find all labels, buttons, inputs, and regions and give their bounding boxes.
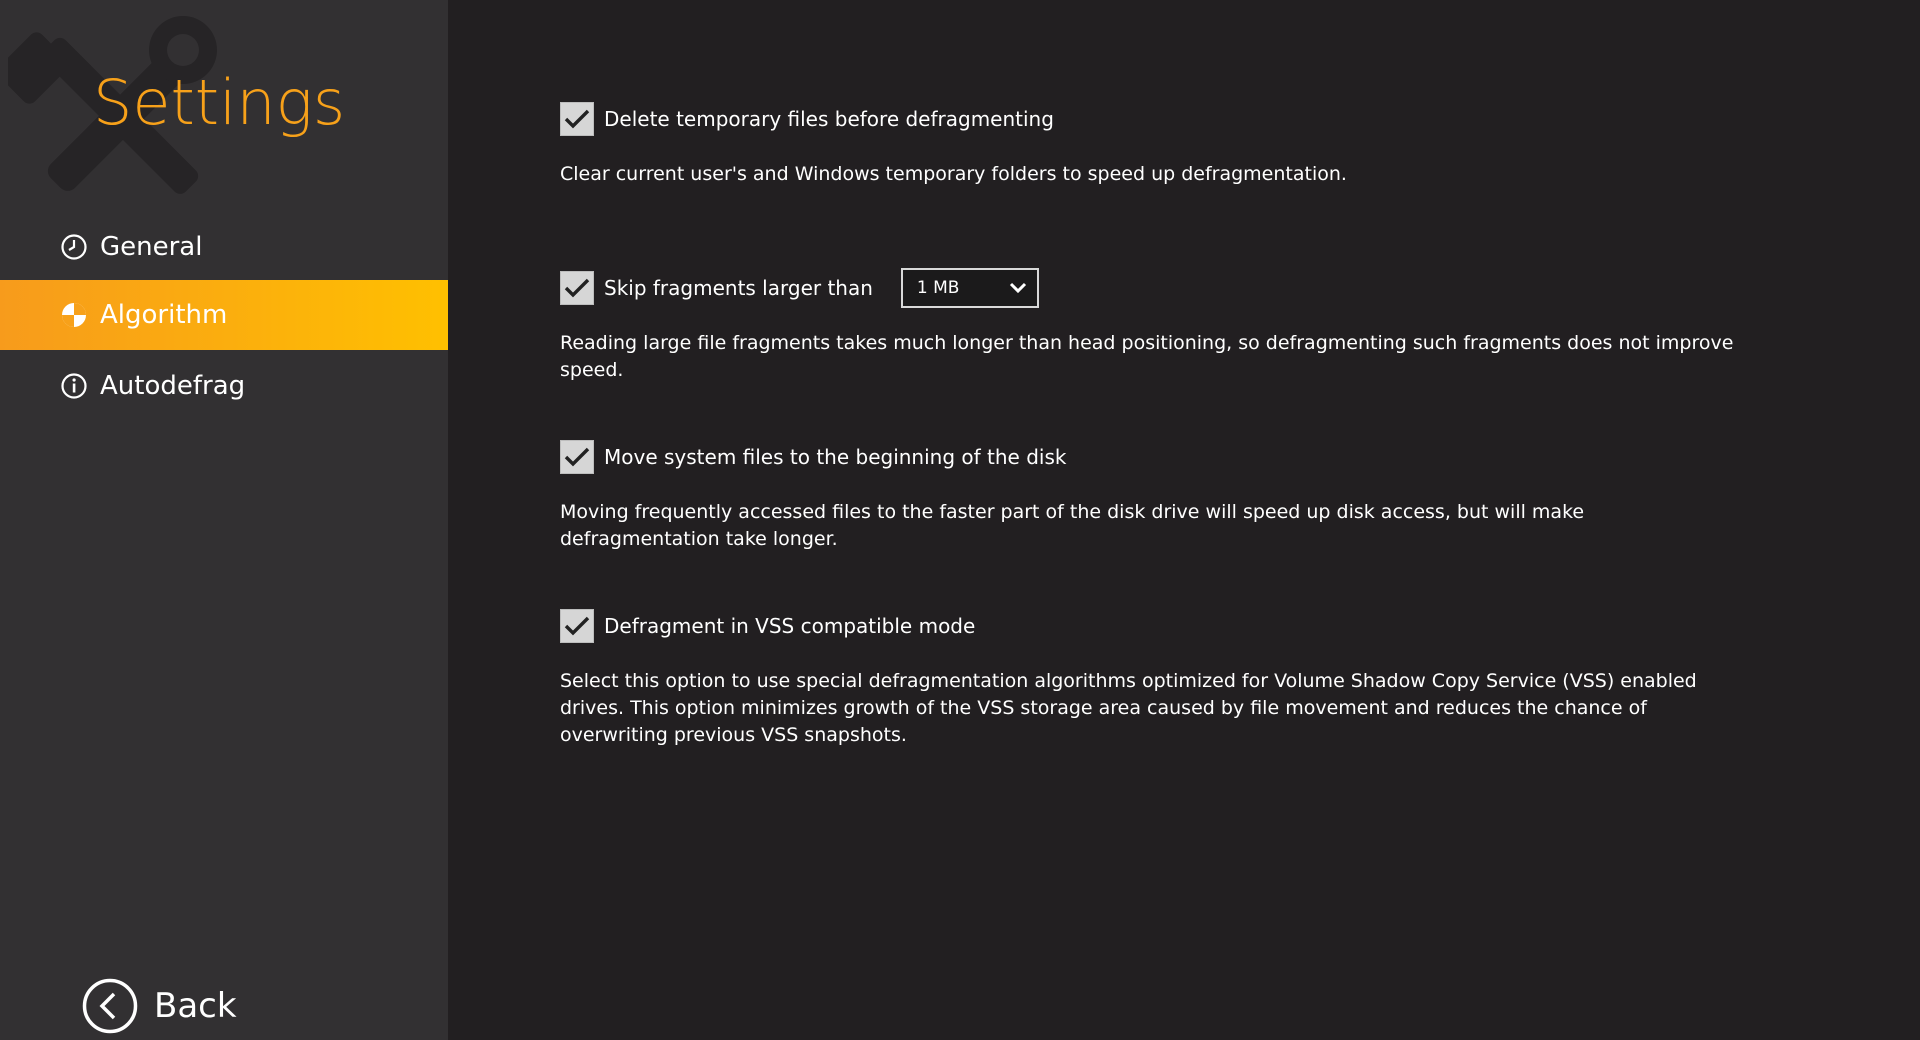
option-label: Move system files to the beginning of the disk	[604, 445, 1067, 469]
page-title: Settings	[93, 66, 346, 139]
sidebar	[0, 0, 448, 1040]
option-description: Moving frequently accessed files to the faster part of the disk drive will speed up disk access, but will make defragmentation take longer.	[560, 501, 1585, 550]
option-vss-mode	[560, 606, 1880, 749]
clock-icon	[60, 233, 88, 261]
option-description: Select this option to use special defragmentation algorithms optimized for Volume Shadow Copy Service (VSS) enabled drives. This option minimizes growth of the VSS storage area caused by file movement and reduces the chance of overwriting previous VSS snapshots.	[560, 670, 1697, 746]
checkmark-icon	[564, 615, 590, 637]
vss-mode-checkbox[interactable]	[560, 609, 594, 643]
back-arrow-icon	[82, 978, 138, 1034]
checkmark-icon	[564, 108, 590, 130]
sidebar-item-label: General	[100, 232, 203, 262]
sidebar-item-algorithm[interactable]	[0, 280, 448, 350]
option-description: Clear current user's and Windows temporary folders to speed up defragmentation.	[560, 163, 1347, 185]
option-move-system-files	[560, 437, 1880, 553]
sidebar-item-label: Algorithm	[100, 300, 228, 330]
sidebar-item-label: Autodefrag	[100, 371, 246, 401]
checkmark-icon	[564, 446, 590, 468]
info-icon	[60, 372, 88, 400]
checkmark-icon	[564, 277, 590, 299]
sidebar-item-general[interactable]	[0, 212, 448, 282]
pie-icon	[60, 301, 88, 329]
fragment-size-select[interactable]	[901, 268, 1039, 308]
back-label: Back	[154, 986, 237, 1026]
option-skip-fragments	[560, 268, 1880, 384]
option-label: Defragment in VSS compatible mode	[604, 614, 976, 638]
delete-temp-checkbox[interactable]	[560, 102, 594, 136]
sidebar-item-autodefrag[interactable]	[0, 351, 448, 421]
option-description: Reading large file fragments takes much longer than head positioning, so defragmenting such fragments does not improve speed.	[560, 332, 1734, 381]
back-button[interactable]	[82, 978, 237, 1034]
chevron-down-icon	[1009, 282, 1027, 294]
move-system-files-checkbox[interactable]	[560, 440, 594, 474]
skip-fragments-checkbox[interactable]	[560, 271, 594, 305]
option-label: Delete temporary files before defragmenting	[604, 107, 1054, 131]
option-delete-temp	[560, 99, 1880, 188]
option-label: Skip fragments larger than	[604, 276, 873, 300]
select-value: 1 MB	[916, 278, 960, 298]
